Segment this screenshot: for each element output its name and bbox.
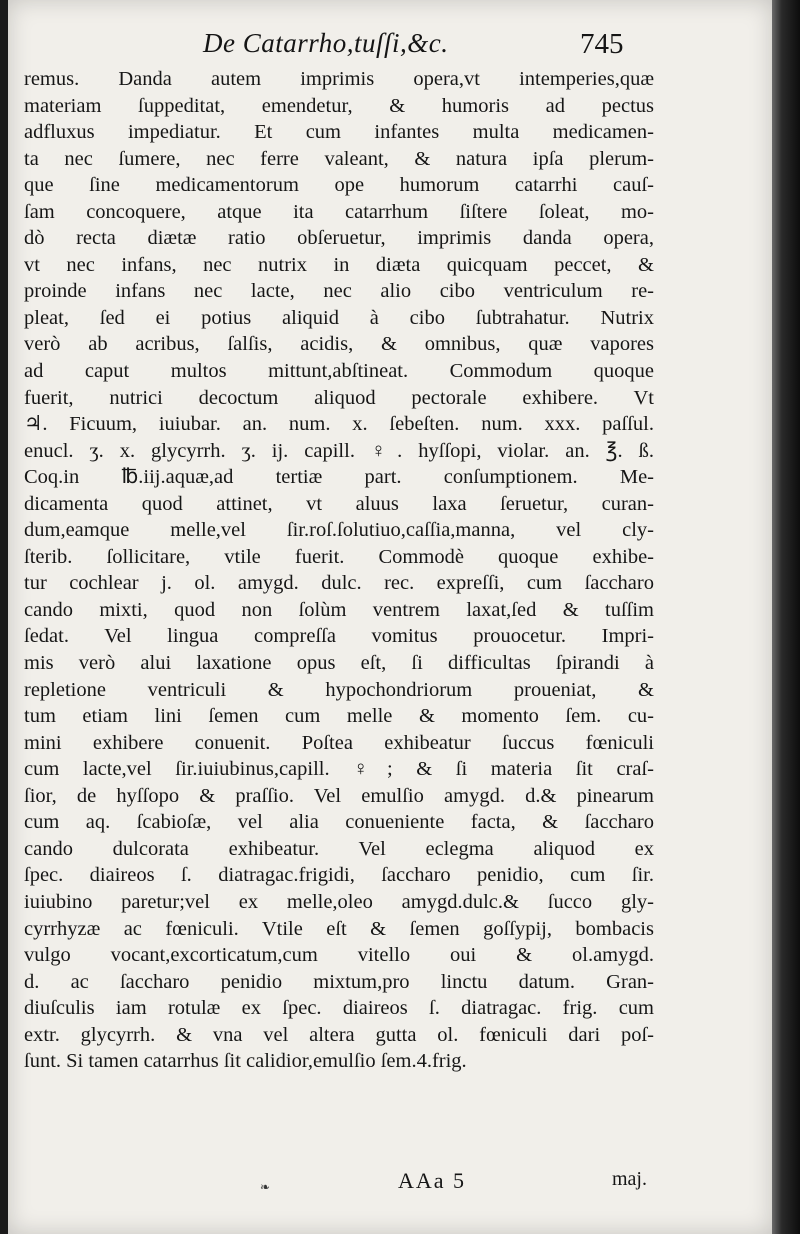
text-line: repletione ventriculi & hypochondriorum proueniat, & [24, 678, 654, 701]
text-line: extr. glycyrrh. & vna vel altera gutta ol. fœniculi dari poſ- [24, 1023, 654, 1046]
text-line: ad caput multos mittunt,abſtineat. Commodum quoque [24, 360, 654, 383]
text-line: iuiubino paretur;vel ex melle,oleo amygd.dulc.& ſucco gly- [24, 890, 654, 913]
text-line: ſterib. ſollicitare, vtile fuerit. Commodè quoque exhibe- [24, 545, 654, 568]
text-line: pleat, ſed ei potius aliquid à cibo ſubtrahatur. Nutrix [24, 306, 654, 329]
page-footer [8, 1168, 772, 1198]
text-line: mis verò alui laxatione opus eſt, ſi difficultas ſpirandi à [24, 652, 654, 675]
text-line: cum aq. ſcabioſæ, vel alia conueniente facta, & ſaccharo [24, 811, 654, 834]
printer-ornament-icon: ❧ [260, 1180, 271, 1194]
text-line: materiam ſuppeditat, emendetur, & humoris ad pectus [24, 94, 654, 117]
page-number: 745 [580, 28, 624, 60]
binding-edge [772, 0, 800, 1234]
text-line: dum,eamque melle,vel ſir.roſ.ſolutiuo,caſſia,manna, vel cly- [24, 519, 654, 542]
text-line: tur cochlear j. ol. amygd. dulc. rec. expreſſi, cum ſaccharo [24, 572, 654, 595]
text-line: vt nec infans, nec nutrix in diæta quicquam peccet, & [24, 253, 654, 276]
text-line: diuſculis iam rotulæ ex ſpec. diaireos ſ. diatragac. frig. cum [24, 997, 654, 1020]
text-line: ſpec. diaireos ſ. diatragac.frigidi, ſaccharo penidio, cum ſir. [24, 864, 654, 887]
text-line: que ſine medicamentorum ope humorum catarrhi cauſ- [24, 174, 654, 197]
signature-mark: AAa 5 [398, 1168, 467, 1193]
catchword: maj. [612, 1168, 647, 1190]
text-line: adfluxus impediatur. Et cum infantes multa medicamen- [24, 121, 654, 144]
text-line: ſior, de hyſſopo & praſſio. Vel emulſio amygd. d.& pinearum [24, 784, 654, 807]
text-line: remus. Danda autem imprimis opera,vt intemperies,quæ [24, 68, 654, 90]
text-block [24, 66, 654, 1075]
text-line: cando mixti, quod non ſolùm ventrem laxat,ſed & tuſſim [24, 598, 654, 621]
page-header [8, 28, 772, 68]
running-title: De Catarrho,tuſſi,&c. [203, 28, 449, 58]
text-line: cum lacte,vel ſir.iuiubinus,capill. ♀; & ſi materia ſit craſ- [24, 758, 654, 781]
text-line: ſam concoquere, atque ita catarrhum ſiſtere ſoleat, mo- [24, 200, 654, 223]
text-line: vulgo vocant,excorticatum,cum vitello oui & ol.amygd. [24, 944, 654, 967]
text-line: cando dulcorata exhibeatur. Vel eclegma aliquod ex [24, 837, 654, 860]
book-page [8, 0, 772, 1234]
text-line: dò recta diætæ ratio obſeruetur, imprimis danda opera, [24, 227, 654, 250]
text-line: proinde infans nec lacte, nec alio cibo ventriculum re- [24, 280, 654, 303]
text-line: tum etiam lini ſemen cum melle & momento ſem. cu- [24, 705, 654, 728]
text-line: Coq.in ℔.iij.aquæ,ad tertiæ part. conſumptionem. Me- [24, 466, 654, 489]
text-line: fuerit, nutrici decoctum aliquod pectorale exhibere. Vt [24, 386, 654, 409]
text-line: ta nec ſumere, nec ferre valeant, & natura ipſa plerum- [24, 147, 654, 170]
text-line: enucl. ʒ. x. glycyrrh. ʒ. ij. capill. ♀. hyſſopi, violar. an. ℥. ß. [24, 439, 654, 462]
text-line: mini exhibere conuenit. Poſtea exhibeatur ſuccus fœniculi [24, 731, 654, 754]
text-line: verò ab acribus, ſalſis, acidis, & omnibus, quæ vapores [24, 333, 654, 356]
text-line: ſedat. Vel lingua compreſſa vomitus prouocetur. Impri- [24, 625, 654, 648]
text-line: ♃. Ficuum, iuiubar. an. num. x. ſebeſten. num. xxx. paſſul. [24, 413, 654, 436]
text-line: cyrrhyzæ ac fœniculi. Vtile eſt & ſemen goſſypij, bombacis [24, 917, 654, 940]
text-line: dicamenta quod attinet, vt aluus laxa ſeruetur, curan- [24, 492, 654, 515]
text-line: ſunt. Si tamen catarrhus ſit calidior,emulſio ſem.4.frig. [24, 1050, 467, 1073]
text-line: d. ac ſaccharo penidio mixtum,pro linctu datum. Gran- [24, 970, 654, 993]
